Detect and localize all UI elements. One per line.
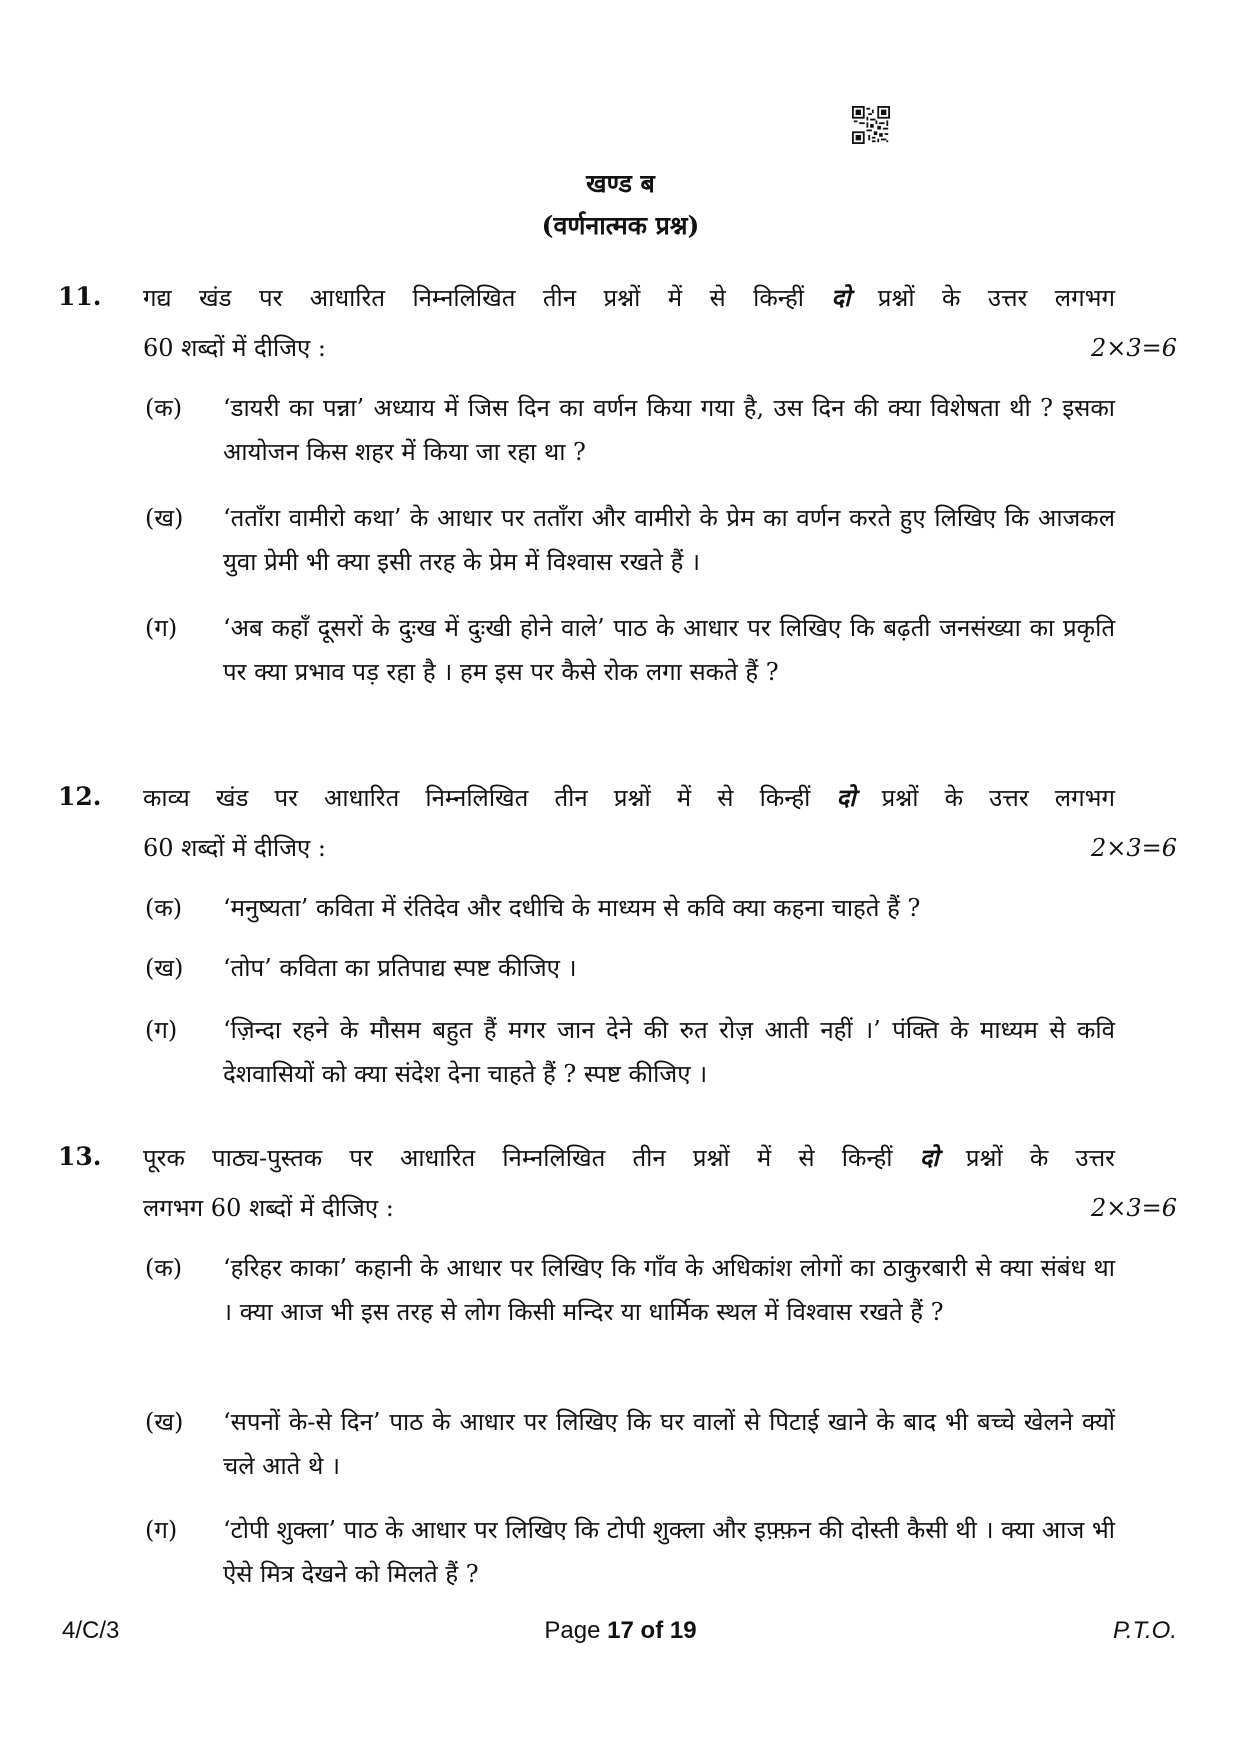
section-title: खण्ड ब (586, 169, 655, 198)
option-label: (क) (145, 894, 183, 922)
option-label: (ग) (145, 1516, 178, 1544)
option-label: (क) (145, 394, 183, 422)
question-text-post: प्रश्नों के उत्तर लगभग (881, 784, 1115, 812)
question-emphasis: दो (836, 783, 856, 812)
option-text: ‘तताँरा वामीरो कथा’ के आधार पर तताँरा और वामीरो के प्रेम का वर्णन करते हुए लिखिए कि आजकल युवा प्रेमी भी क्या इसी तरह के प्रेम में विश्वास रखते हैं । (223, 504, 1115, 576)
option-label: (ग) (145, 1016, 178, 1044)
question-text-pre: गद्य खंड पर आधारित निम्नलिखित तीन प्रश्नों में से किन्हीं (143, 284, 804, 312)
footer-page-of: of (640, 1617, 664, 1644)
question-marks: 2×3=6 (1090, 334, 1177, 362)
footer-page-prefix: Page (544, 1617, 601, 1644)
option-text: ‘मनुष्यता’ कविता में रंतिदेव और दधीचि के माध्यम से कवि क्या कहना चाहते हैं ? (223, 894, 921, 922)
question-text-line1 (143, 276, 1115, 320)
option-label: (ग) (145, 614, 178, 642)
question-text-pre: काव्य खंड पर आधारित निम्नलिखित तीन प्रश्नों में से किन्हीं (143, 784, 811, 812)
question-emphasis: दो (831, 283, 851, 312)
option-label: (क) (145, 1254, 183, 1282)
footer-pto: P.T.O. (1112, 1617, 1177, 1644)
section-subtitle: (वर्णनात्मक प्रश्न) (541, 211, 700, 240)
question-text-line1 (143, 1136, 1115, 1180)
question-emphasis: दो (919, 1143, 939, 1172)
option-text: ‘टोपी शुक्ला’ पाठ के आधार पर लिखिए कि टोपी शुक्ला और इफ़्फ़न की दोस्ती कैसी थी । क्या आज भी ऐसे मित्र देखने को मिलते हैं ? (223, 1516, 1115, 1588)
question-number: 11. (58, 282, 102, 311)
option-label: (ख) (145, 1408, 184, 1436)
question-text-post: प्रश्नों के उत्तर (965, 1144, 1115, 1172)
option-text: ‘ज़िन्दा रहने के मौसम बहुत हैं मगर जान देने की रुत रोज़ आती नहीं ।’ पंक्ति के माध्यम से कवि देशवासियों को क्या संदेश देना चाहते हैं ? स्पष्ट कीजिए । (223, 1016, 1115, 1088)
footer-page-current: 17 (607, 1617, 634, 1644)
option-text: ‘हरिहर काका’ कहानी के आधार पर लिखिए कि गाँव के अधिकांश लोगों का ठाकुरबारी से क्या संबंध था । क्या आज भी इस तरह से लोग किसी मन्दिर या धार्मिक स्थल में विश्वास रखते हैं ? (223, 1254, 1115, 1326)
option-label: (ख) (145, 504, 184, 532)
question-text-pre: पूरक पाठ्य-पुस्तक पर आधारित निम्नलिखित तीन प्रश्नों में से किन्हीं (143, 1144, 893, 1172)
footer-paper-code: 4/C/3 (62, 1617, 120, 1644)
footer-page-number (0, 1617, 1241, 1645)
qr-code-icon (852, 106, 890, 144)
question-text-post: प्रश्नों के उत्तर लगभग (877, 284, 1115, 312)
option-text: ‘तोप’ कविता का प्रतिपाद्य स्पष्ट कीजिए । (223, 954, 577, 982)
question-text-line1 (143, 776, 1115, 820)
question-number: 13. (58, 1142, 102, 1171)
question-number: 12. (58, 782, 102, 811)
option-text: ‘अब कहाँ दूसरों के दुःख में दुःखी होने वाले’ पाठ के आधार पर लिखिए कि बढ़ती जनसंख्या का प्रकृति पर क्या प्रभाव पड़ रहा है । हम इस पर कैसे रोक लगा सकते हैं ? (223, 614, 1115, 686)
question-text-line2: 60 शब्दों में दीजिए : (143, 334, 327, 362)
footer-page-total: 19 (669, 1617, 697, 1644)
question-marks: 2×3=6 (1090, 1194, 1177, 1222)
question-marks: 2×3=6 (1090, 834, 1177, 862)
option-label: (ख) (145, 954, 184, 982)
option-text: ‘डायरी का पन्ना’ अध्याय में जिस दिन का वर्णन किया गया है, उस दिन की क्या विशेषता थी ? इसका आयोजन किस शहर में किया जा रहा था ? (223, 394, 1115, 466)
question-text-line2: 60 शब्दों में दीजिए : (143, 834, 327, 862)
question-text-line2: लगभग 60 शब्दों में दीजिए : (143, 1194, 394, 1222)
option-text: ‘सपनों के-से दिन’ पाठ के आधार पर लिखिए कि घर वालों से पिटाई खाने के बाद भी बच्चे खेलने क्यों चले आते थे । (223, 1408, 1115, 1480)
